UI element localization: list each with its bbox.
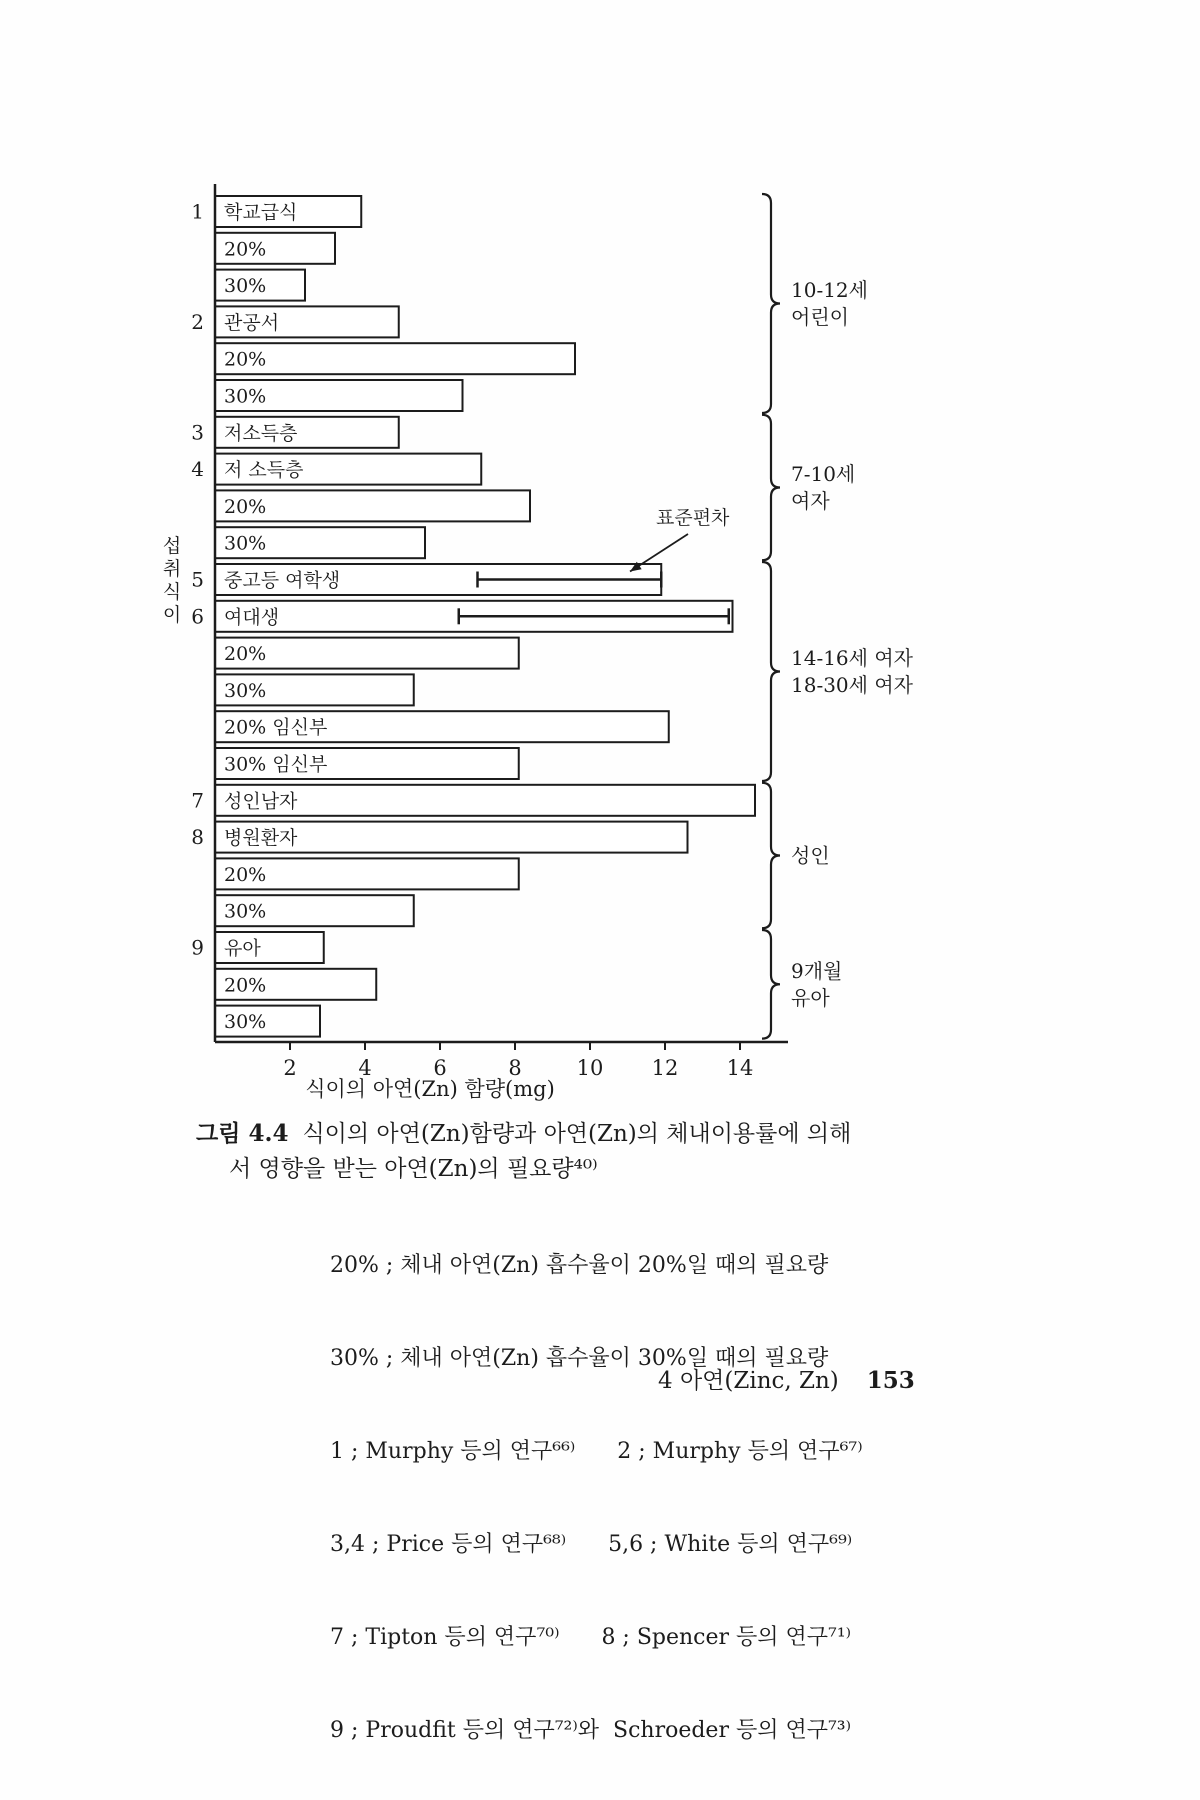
bar-number: 9	[191, 935, 204, 960]
bar-label: 30%	[224, 532, 267, 555]
footer-page-number: 153	[866, 1367, 915, 1394]
bar-label: 20%	[224, 238, 267, 261]
caption-text-1: 식이의 아연(Zn)함량과 아연(Zn)의 체내이용률에 의해	[302, 1121, 852, 1147]
bar-label: 관공서	[224, 311, 280, 334]
bar-number: 1	[191, 199, 204, 224]
bar-label: 학교급식	[224, 201, 298, 224]
legend-line: 3,4 ; Price 등의 연구⁶⁸⁾ 5,6 ; White 등의 연구⁶⁹⁾	[330, 1532, 853, 1557]
bar-label: 20%	[224, 348, 267, 371]
page-footer	[658, 1362, 915, 1395]
group-label: 유아	[791, 985, 830, 1010]
y-axis-title-char: 취	[162, 558, 182, 580]
y-axis-title-char: 식	[162, 581, 182, 603]
group-label: 10-12세	[791, 278, 868, 302]
group-brace	[762, 783, 780, 928]
caption-line-1	[196, 1116, 916, 1152]
group-label: 어린이	[791, 305, 849, 329]
group-brace	[762, 194, 780, 413]
figure-caption	[196, 1116, 916, 1187]
bar-label: 20%	[224, 974, 267, 997]
legend-line: 9 ; Proudfit 등의 연구⁷²⁾와 Schroeder 등의 연구⁷³⁾	[330, 1718, 852, 1743]
bar-label: 병원환자	[224, 827, 298, 850]
bar-label: 30%	[224, 679, 267, 702]
annotation-label: 표준편차	[656, 507, 730, 529]
legend-line: 20% ; 체내 아연(Zn) 흡수율이 20%일 때의 필요량	[330, 1253, 829, 1278]
group-brace	[762, 562, 780, 781]
bar-number: 6	[191, 604, 204, 629]
group-label: 18-30세 여자	[791, 673, 913, 697]
bar-number: 4	[191, 457, 204, 482]
bar-number: 7	[191, 788, 204, 813]
bar-label: 30%	[224, 1011, 267, 1034]
x-tick-label: 2	[283, 1056, 297, 1080]
bar-number: 3	[191, 420, 204, 445]
bar-number: 2	[191, 309, 204, 334]
bar-label: 30%	[224, 900, 267, 923]
bar-number: 8	[191, 825, 204, 850]
y-axis-title-char: 이	[162, 604, 182, 626]
footer-section-title: 4 아연(Zinc, Zn)	[658, 1368, 839, 1394]
bar-label: 저 소득층	[224, 459, 304, 482]
bar-label: 유아	[224, 937, 261, 960]
x-tick-label: 6	[433, 1056, 447, 1080]
bar-label: 저소득층	[224, 422, 298, 445]
bar-rect	[215, 343, 575, 374]
x-tick-label: 4	[358, 1056, 372, 1080]
bar-label: 20%	[224, 863, 267, 886]
bar-label: 중고등 여학생	[224, 569, 341, 592]
x-axis-title: 식이의 아연(Zn) 함량(mg)	[305, 1077, 555, 1101]
y-axis-title-char: 섭	[162, 535, 182, 557]
figure-number: 그림 4.4	[196, 1120, 289, 1147]
x-tick-label: 14	[726, 1056, 754, 1080]
x-tick-label: 10	[576, 1056, 604, 1080]
x-tick-label: 8	[508, 1056, 522, 1080]
group-brace	[762, 415, 780, 560]
bar-label: 30% 임신부	[224, 753, 328, 776]
legend-line: 7 ; Tipton 등의 연구⁷⁰⁾ 8 ; Spencer 등의 연구⁷¹⁾	[330, 1625, 852, 1650]
caption-line-2: 서 영향을 받는 아연(Zn)의 필요량⁴⁰⁾	[229, 1156, 598, 1182]
bar-label: 20%	[224, 643, 267, 666]
bar-label: 30%	[224, 275, 267, 298]
bar-label: 여대생	[224, 606, 280, 629]
group-label: 14-16세 여자	[791, 646, 913, 670]
bar-label: 20%	[224, 495, 267, 518]
bar-label: 20% 임신부	[224, 716, 328, 739]
x-tick-label: 12	[651, 1056, 679, 1080]
bar-label: 30%	[224, 385, 267, 408]
bar-number: 5	[191, 567, 204, 592]
bar-label: 성인남자	[224, 790, 298, 813]
legend-line: 30% ; 체내 아연(Zn) 흡수율이 30%일 때의 필요량	[330, 1346, 829, 1371]
group-label: 성인	[791, 843, 830, 868]
group-label: 7-10세	[791, 462, 856, 486]
group-brace	[762, 930, 780, 1039]
group-label: 여자	[791, 489, 830, 513]
group-label: 9개월	[791, 958, 843, 983]
figure-legend	[330, 1188, 863, 1800]
legend-line: 1 ; Murphy 등의 연구⁶⁶⁾ 2 ; Murphy 등의 연구⁶⁷⁾	[330, 1439, 863, 1464]
